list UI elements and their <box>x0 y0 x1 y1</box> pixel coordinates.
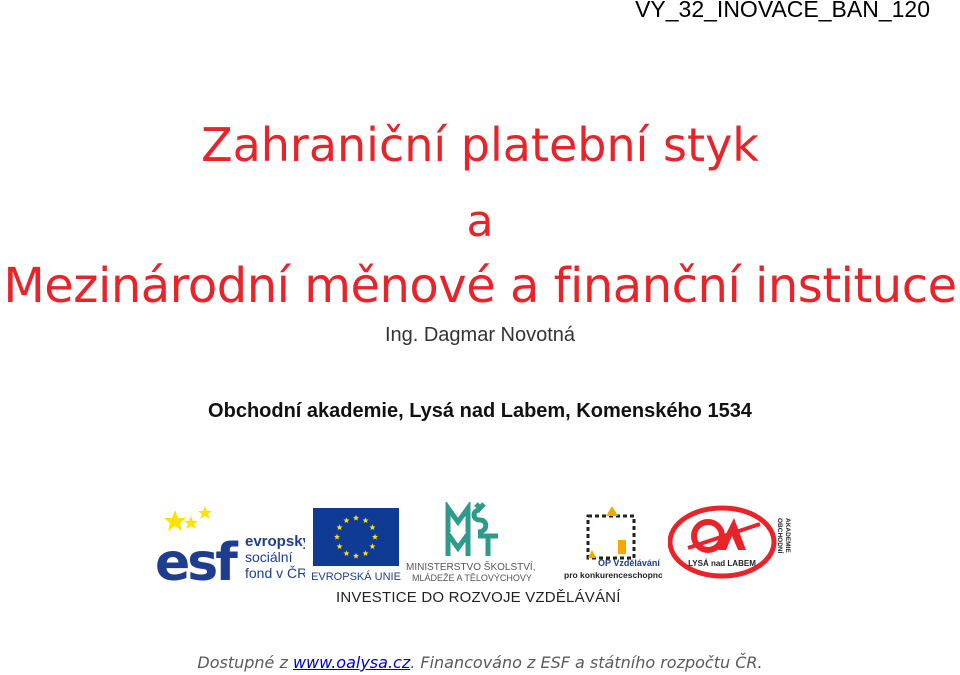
oa-side-2: AKADEMIE <box>784 518 791 553</box>
title-line-2: a <box>466 196 494 247</box>
author: Ing. Dagmar Novotná <box>384 324 576 346</box>
investice-text: INVESTICE DO ROZVOJE VZDĚLÁVÁNÍ <box>336 589 621 606</box>
oa-logo-graphic <box>668 504 792 580</box>
star-icon <box>164 510 186 531</box>
star-icon <box>184 516 198 529</box>
esf-text-1: evropský <box>245 533 305 550</box>
footer-suffix: . Financováno z ESF a státního rozpočtu ČR. <box>410 653 763 672</box>
msmt-text-2: MLÁDEŽE A TĚLOVÝCHOVY <box>412 573 532 583</box>
school-website-link[interactable]: www.oalysa.cz <box>292 653 411 672</box>
op-text-1: OP Vzdělávání <box>598 558 660 568</box>
oa-logo <box>668 504 792 580</box>
eu-logo <box>311 506 403 584</box>
school-name: Obchodní akademie, Lysá nad Labem, Komenského 1534 <box>208 400 752 422</box>
oa-label: LYSÁ nad LABEM <box>688 559 756 568</box>
slide-code: VY_32_INOVACE_BAN_120 <box>635 0 930 22</box>
op-logo <box>562 504 662 584</box>
eu-label: EVROPSKÁ UNIE <box>311 571 401 583</box>
footer-prefix: Dostupné z <box>197 653 293 672</box>
esf-text-3: fond v ČR <box>245 565 305 581</box>
esf-logo <box>155 506 305 584</box>
msmt-text-1: MINISTERSTVO ŠKOLSTVÍ, <box>406 562 536 573</box>
op-logo-graphic <box>562 504 662 584</box>
op-text-2: pro konkurenceschopnost <box>564 570 662 580</box>
title-line-1: Zahraniční platební styk <box>201 118 759 172</box>
title-line-3: Mezinárodní měnové a finanční instituce <box>3 258 957 314</box>
msmt-logo <box>406 502 558 584</box>
footer <box>0 653 960 672</box>
oa-side-1: OBCHODNÍ <box>776 518 783 554</box>
esf-mark: esf <box>155 533 235 584</box>
msmt-logo-graphic <box>406 502 558 584</box>
esf-logo-graphic <box>155 506 305 584</box>
star-icon <box>198 506 212 519</box>
eu-flag-icon <box>311 506 403 584</box>
esf-text-2: sociální <box>245 549 293 565</box>
